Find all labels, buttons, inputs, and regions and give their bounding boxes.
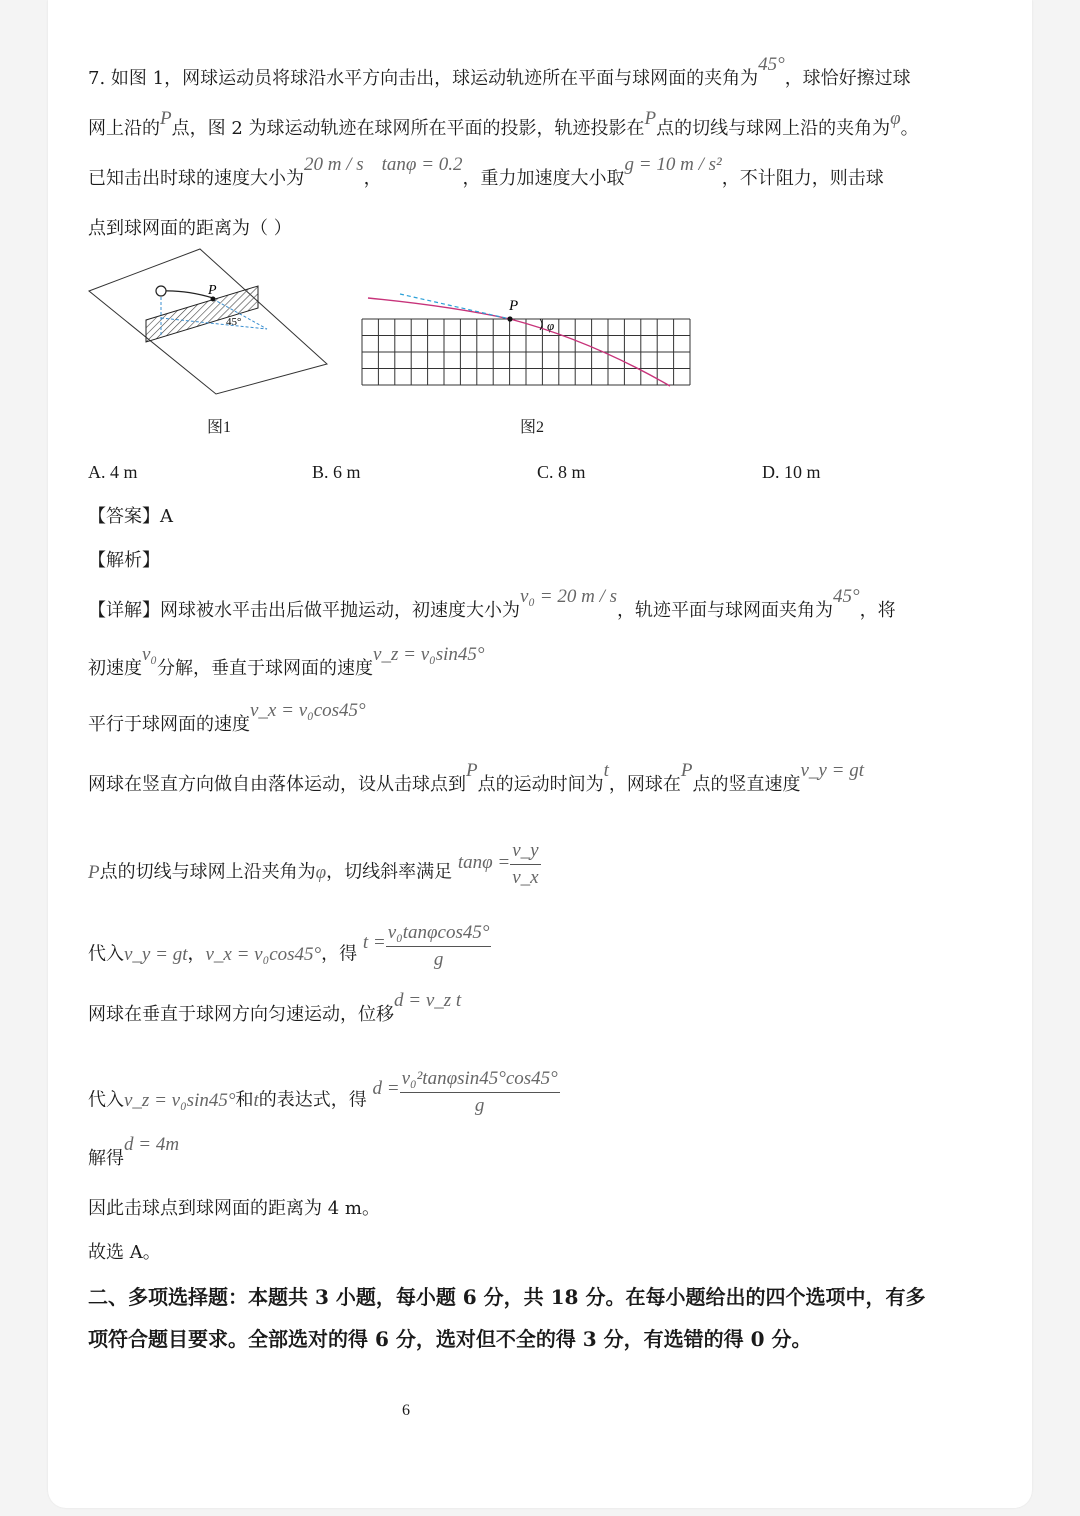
fig2-caption: 图2	[520, 419, 545, 436]
detail-line-3: 平行于球网面的速度v_x = v₀cos45°	[88, 700, 366, 735]
option-a: A. 4 m	[88, 462, 138, 482]
detail-line-9: 解得d = 4m	[88, 1134, 180, 1169]
detail-line-11: 故选 A。	[88, 1242, 161, 1263]
detail-line-8: 代入v_z = v₀sin45°和t的表达式，得 d = $\frac{\text{v₀²tanφsin45°cos45°}}{g}$	[88, 1068, 558, 1116]
section2-line-1: 二、多项选择题：本题共 3 小题，每小题 6 分，共 18 分。在每小题给出的四个选项中，有多	[88, 1285, 926, 1309]
q7-line-4: 点到球网面的距离为（ ）	[88, 218, 292, 239]
page-number: 6	[402, 1402, 410, 1419]
fig2-label-phi: φ	[547, 318, 555, 333]
detail-line-7: 网球在垂直于球网方向匀速运动，位移d = v_z t	[88, 990, 462, 1025]
fig1-label-P: P	[208, 283, 217, 298]
fig1-label-45: 45°	[226, 316, 242, 328]
option-d: D. 10 m	[762, 462, 821, 482]
option-c: C. 8 m	[537, 462, 586, 482]
detail-line-1: 【详解】网球被水平击出后做平抛运动，初速度大小为v₀ = 20 m / s，轨迹平面与球网面夹角为45°，将	[88, 586, 896, 621]
detail-line-2: 初速度v₀分解，垂直于球网面的速度v_z = v₀sin45°	[88, 644, 485, 679]
analysis-title: 【解析】	[88, 550, 160, 571]
detail-line-6: 代入v_y = gt，v_x = v₀cos45°，得 t = $\frac{\text{v₀tanφcos45°}}{g}$	[88, 922, 490, 970]
answer: 【答案】A	[88, 506, 173, 527]
option-b: B. 6 m	[312, 462, 361, 482]
detail-line-4: 网球在竖直方向做自由落体运动，设从击球点到P点的运动时间为t，网球在P点的竖直速度v_y = gt	[88, 760, 864, 795]
section2-line-2: 项符合题目要求。全部选对的得 6 分，选对但不全的得 3 分，有选错的得 0 分。	[88, 1327, 812, 1351]
grid	[362, 319, 690, 385]
detail-line-10: 因此击球点到球网面的距离为 4 m。	[88, 1198, 380, 1219]
figure-2-diagram	[360, 290, 692, 390]
fig2-label-P: P	[509, 298, 519, 314]
q7-line-1: 7. 如图 1，网球运动员将球沿水平方向击出，球运动轨迹所在平面与球网面的夹角为45°，球恰好擦过球	[88, 54, 911, 89]
math-45: 45°	[758, 54, 785, 75]
q7-line-2: 网上沿的P点，图 2 为球运动轨迹在球网所在平面的投影，轨迹投影在P点的切线与球网上沿的夹角为φ。	[88, 108, 919, 139]
fig1-caption: 图1	[207, 419, 232, 436]
detail-line-5: P点的切线与球网上沿夹角为φ，切线斜率满足 tanφ = $\frac{v\_y}{v\_x}$	[88, 840, 539, 888]
q7-line-3: 已知击出时球的速度大小为20 m / s，tanφ = 0.2，重力加速度大小取g = 10 m / s²，不计阻力，则击球	[88, 154, 884, 189]
figure-1-diagram	[86, 246, 336, 396]
